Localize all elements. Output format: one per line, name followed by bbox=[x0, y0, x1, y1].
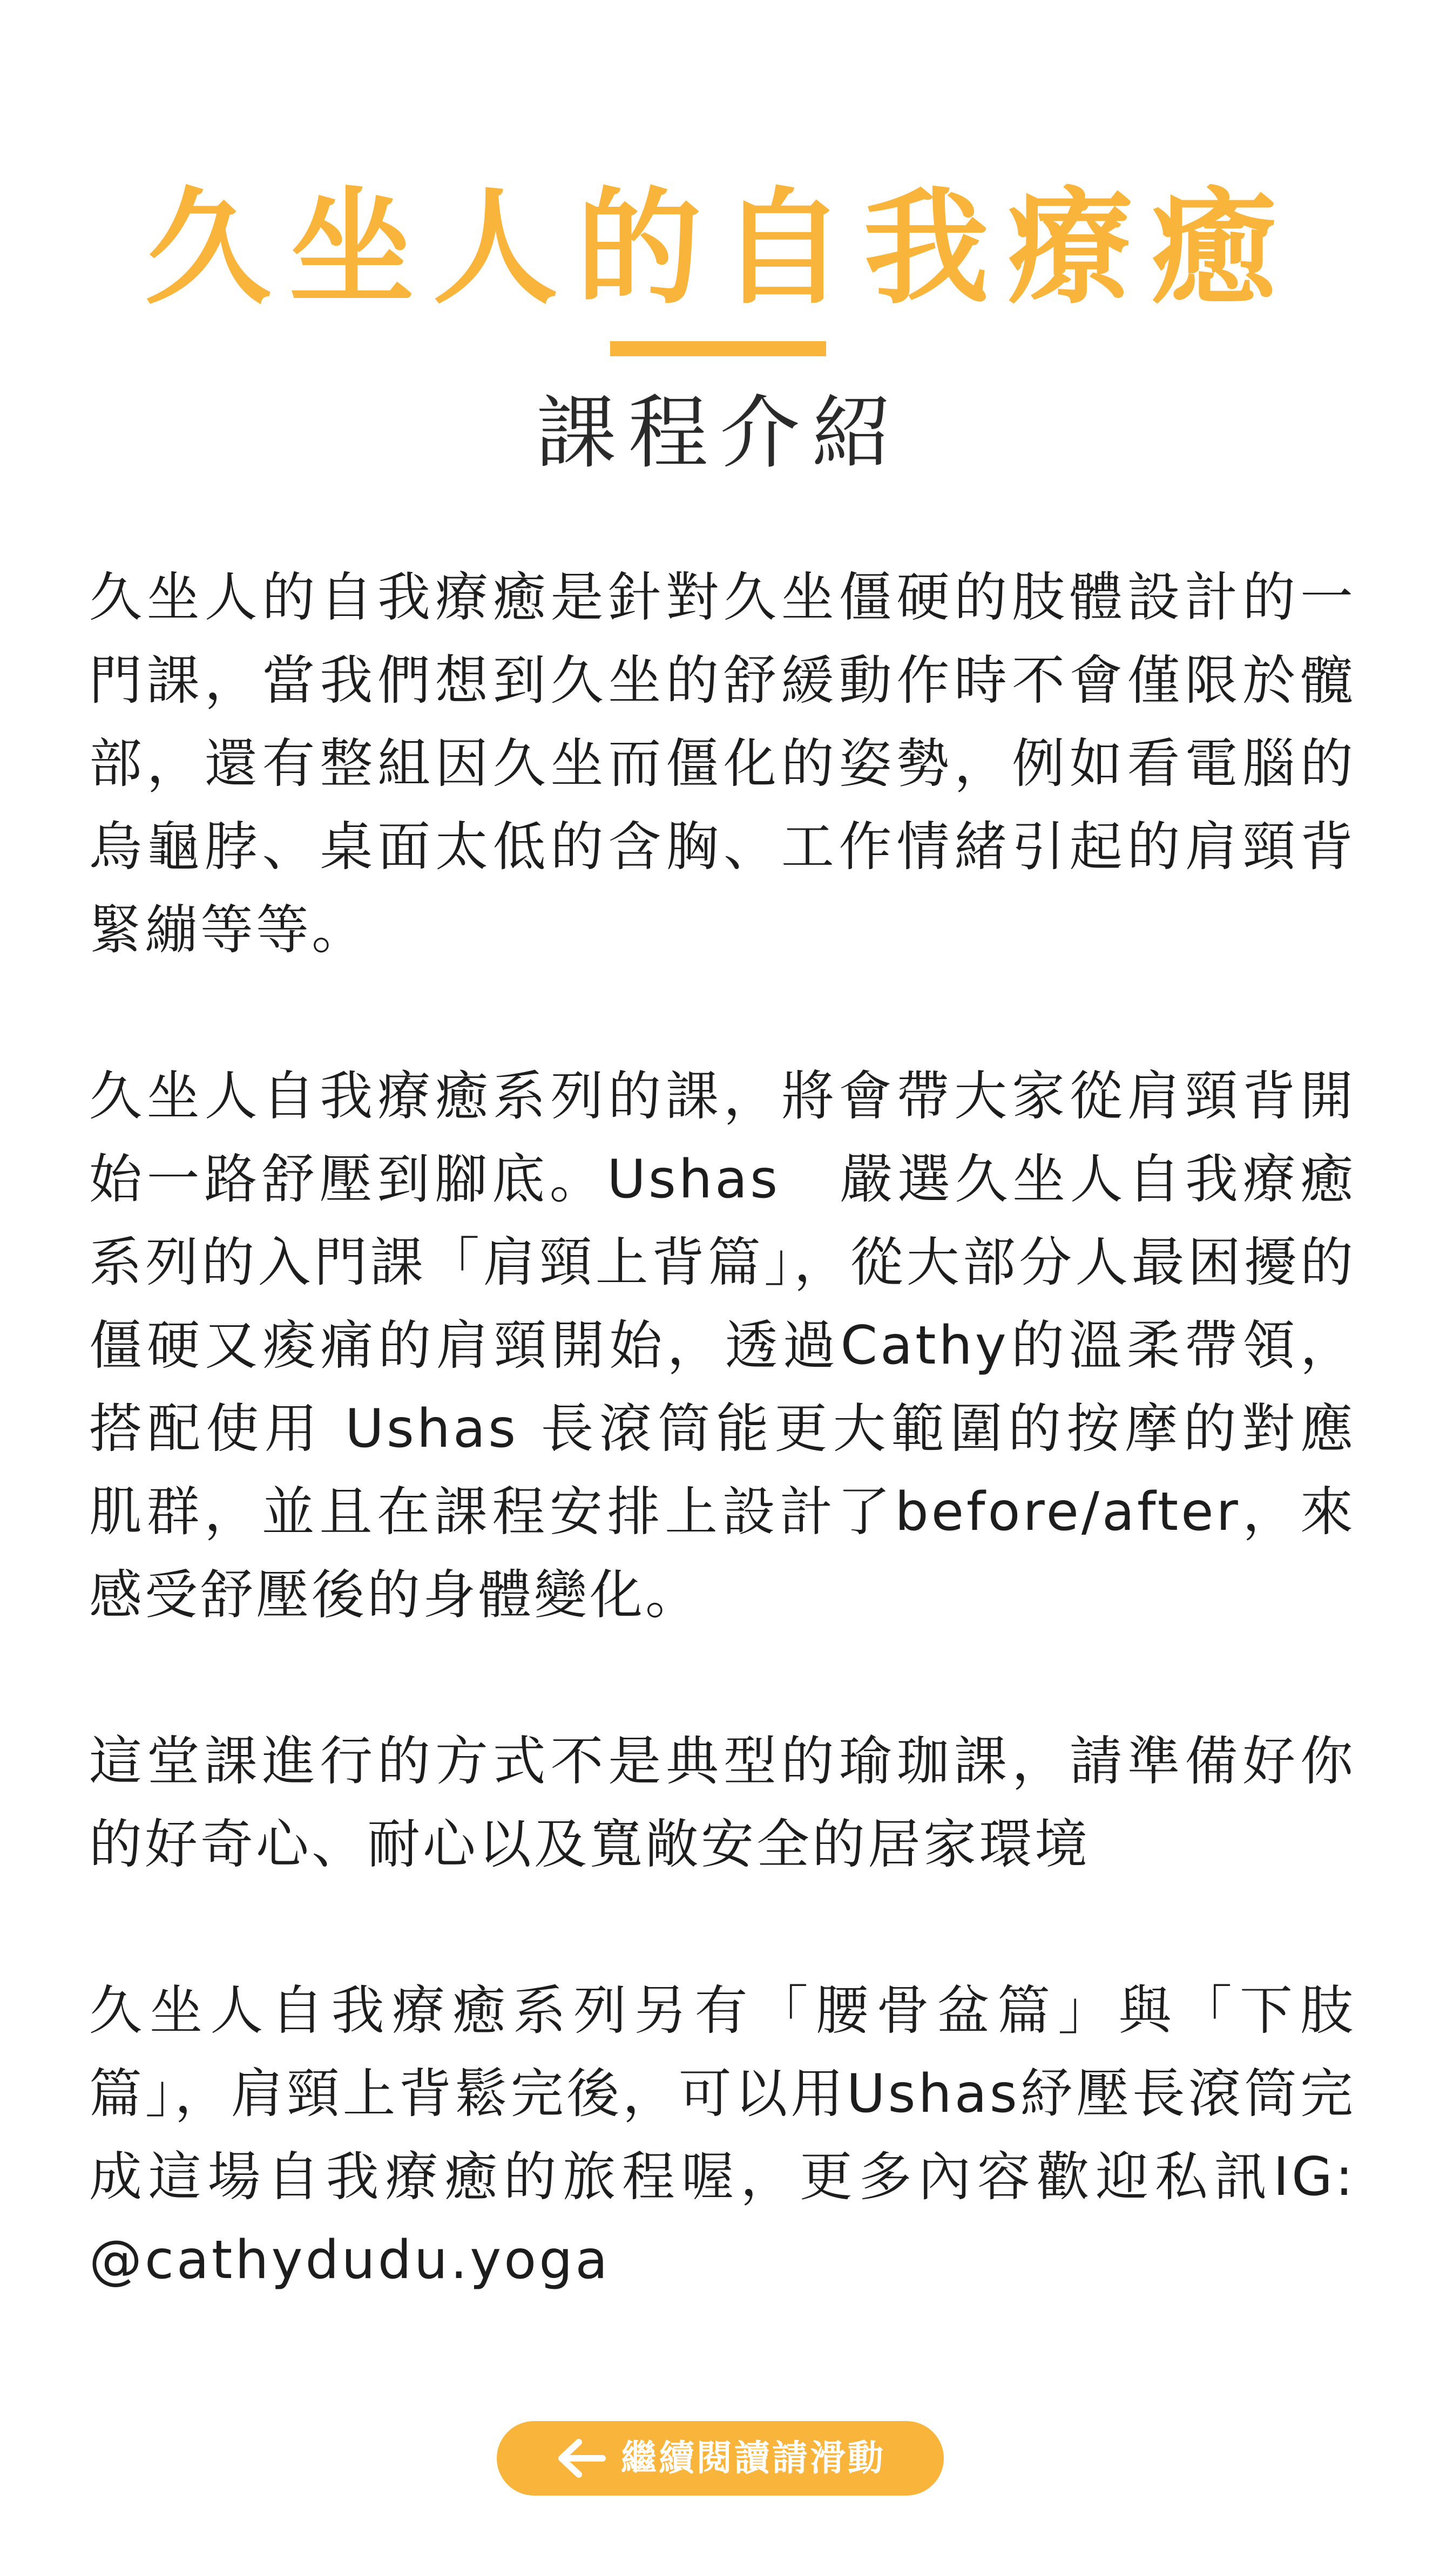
page-title: 久坐人的自我療癒 bbox=[145, 175, 1295, 321]
description-paragraph-4: 久坐人自我療癒系列另有「腰骨盆篇」與「下肢篇」，肩頸上背鬆完後，可以用Ushas紓壓長滾筒完成這場自我療癒的旅程喔，更多內容歡迎私訊IG: @cathydudu.yoga bbox=[89, 1980, 1356, 2291]
continue-reading-button[interactable] bbox=[497, 2421, 944, 2496]
section-subtitle: 課程介紹 bbox=[536, 387, 904, 479]
title-underline-divider bbox=[610, 341, 826, 356]
course-description bbox=[89, 556, 1356, 2302]
continue-reading-label: 繼續閱讀請滑動 bbox=[621, 2437, 885, 2479]
description-paragraph-1: 久坐人的自我療癒是針對久坐僵硬的肢體設計的一門課，當我們想到久坐的舒緩動作時不會僅限於髖部，還有整組因久坐而僵化的姿勢，例如看電腦的烏龜脖、桌面太低的含胸、工作情緒引起的肩頸背緊繃等等。 bbox=[89, 567, 1356, 961]
description-paragraph-2: 久坐人自我療癒系列的課，將會帶大家從肩頸背開始一路舒壓到腳底。Ushas 嚴選久坐人自我療癒系列的入門課「肩頸上背篇」，從大部分人最困擾的僵硬又痠痛的肩頸開始，透過Cathy的溫柔帶領，搭配使用 Ushas 長滾筒能更大範圍的按摩的對應肌群，並且在課程安排上設計了before/after，來感受舒壓後的身體變化。 bbox=[89, 1066, 1356, 1626]
description-paragraph-3: 這堂課進行的方式不是典型的瑜珈課，請準備好你的好奇心、耐心以及寬敞安全的居家環境 bbox=[89, 1731, 1356, 1875]
arrow-left-icon bbox=[555, 2437, 607, 2480]
